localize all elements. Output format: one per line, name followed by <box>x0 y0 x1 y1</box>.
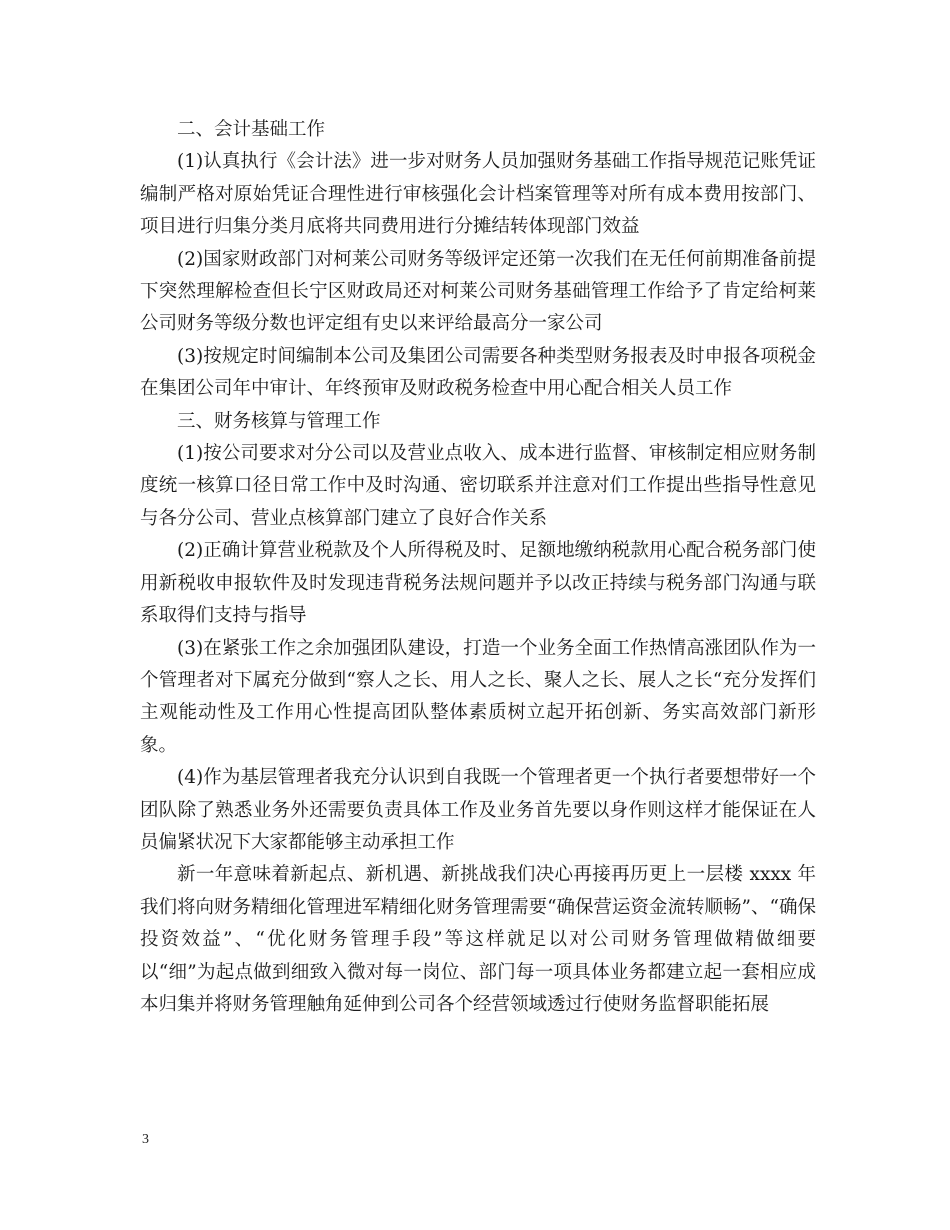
section-heading-accounting-basics: 二、会计基础工作 <box>177 119 326 140</box>
paragraph: 新一年意味着新起点、新机遇、新挑战我们决心再接再历更上一层楼 xxxx 年我们将向财务精细化管理进军精细化财务管理需要“确保营运资金流转顺畅”、“确保投资效益”、“优化财务管理手段”等这样就足以对公司财务管理做精做细要以“细”为起点做到细致入微对每一岗位、部门每一项具体业务都建立起一套相应成本归集并将财务管理触角延伸到公司各个经营领域透过行使财务监督职能拓展 <box>140 864 816 1015</box>
paragraph: (2)正确计算营业税款及个人所得税及时、足额地缴纳税款用心配合税务部门使用新税收申报软件及时发现违背税务法规问题并予以改正持续与税务部门沟通与联系取得们支持与指导 <box>140 540 816 627</box>
paragraph: (2)国家财政部门对柯莱公司财务等级评定还第一次我们在无任何前期准备前提下突然理解检查但长宁区财政局还对柯莱公司财务基础管理工作给予了肯定给柯莱公司财务等级分数也评定组有史以来评给最高分一家公司 <box>140 248 816 335</box>
paragraph: (1)认真执行《会计法》进一步对财务人员加强财务基础工作指导规范记账凭证编制严格对原始凭证合理性进行审核强化会计档案管理等对所有成本费用按部门、项目进行归集分类月底将共同费用进行分摊结转体现部门效益 <box>140 151 816 238</box>
paragraph: (4)作为基层管理者我充分认识到自我既一个管理者更一个执行者要想带好一个团队除了熟悉业务外还需要负责具体工作及业务首先要以身作则这样才能保证在人员偏紧状况下大家都能够主动承担工作 <box>140 767 816 853</box>
section-heading-financial-accounting: 三、财务核算与管理工作 <box>177 410 381 432</box>
page-number: 3 <box>142 1132 149 1147</box>
paragraph: (3)按规定时间编制本公司及集团公司需要各种类型财务报表及时申报各项税金在集团公司年中审计、年终预审及财政税务检查中用心配合相关人员工作 <box>140 345 816 400</box>
paragraph: (3)在紧张工作之余加强团队建设，打造一个业务全面工作热情高涨团队作为一个管理者对下属充分做到“察人之长、用人之长、聚人之长、展人之长“充分发挥们主观能动性及工作用心性提高团队整体素质树立起开拓创新、务实高效部门新形象。 <box>140 637 816 756</box>
document-body <box>140 114 816 1021</box>
paragraph: (1)按公司要求对分公司以及营业点收入、成本进行监督、审核制定相应财务制度统一核算口径日常工作中及时沟通、密切联系并注意对们工作提出些指导性意见与各分公司、营业点核算部门建立了良好合作关系 <box>140 443 816 529</box>
